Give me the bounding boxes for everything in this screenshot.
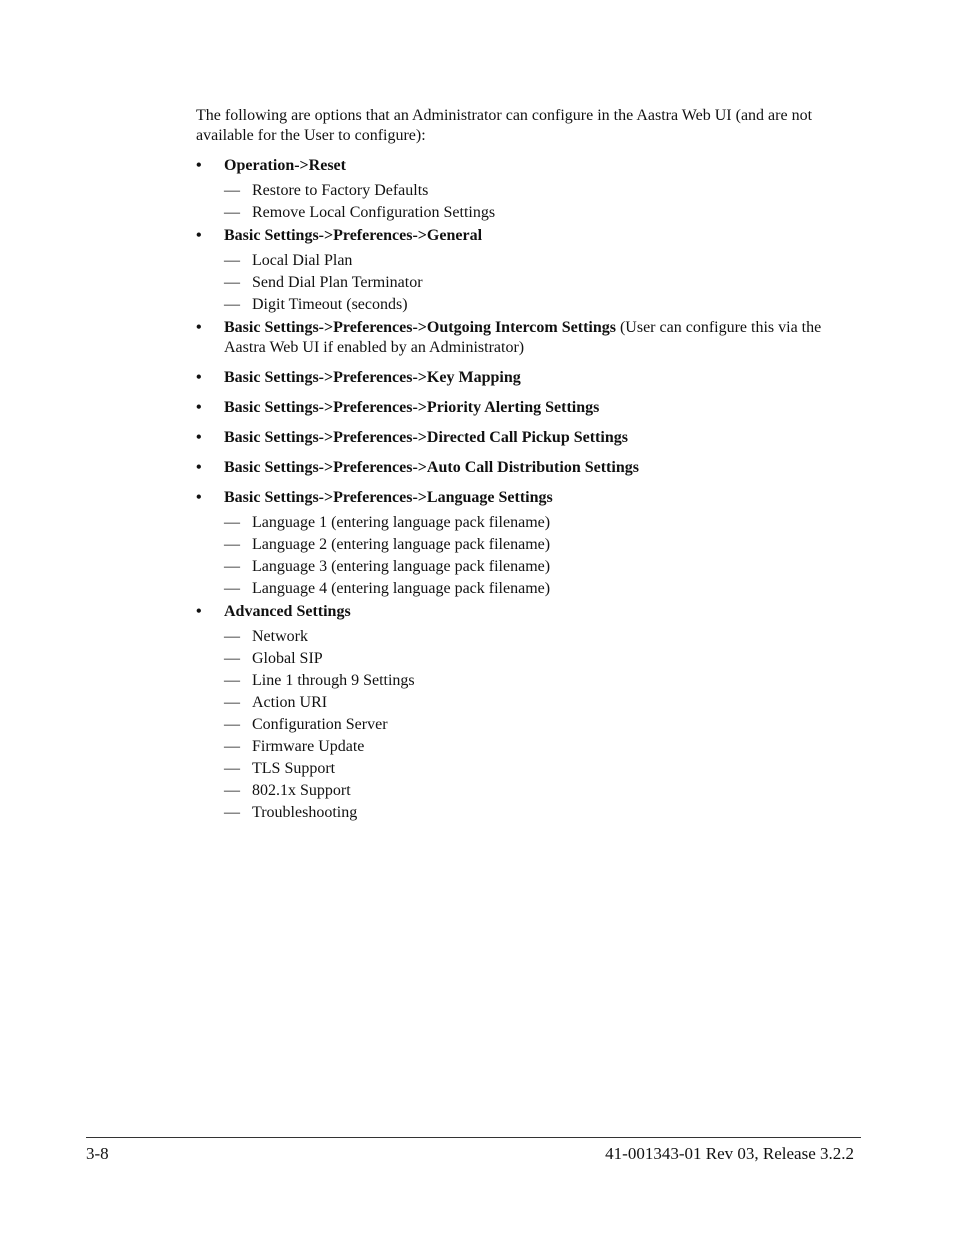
item-note: (User can configure this via the Aastra Web UI if enabled by an Administrator) bbox=[224, 319, 822, 356]
sub-item-label: Language 1 (entering language pack filename) bbox=[252, 514, 551, 531]
dash-icon: — bbox=[224, 694, 240, 711]
sub-list bbox=[224, 626, 861, 824]
dash-icon: — bbox=[224, 514, 240, 531]
sub-list-item bbox=[224, 758, 861, 780]
sub-item-label: Firmware Update bbox=[252, 738, 365, 755]
list-item bbox=[196, 156, 861, 224]
intro-paragraph: The following are options that an Administrator can configure in the Aastra Web UI (and are not available for the User to configure): bbox=[196, 107, 813, 144]
bullet-icon: • bbox=[196, 227, 202, 244]
bullet-icon: • bbox=[196, 429, 202, 446]
dash-icon: — bbox=[224, 580, 240, 597]
dash-icon: — bbox=[224, 628, 240, 645]
item-title: Operation->Reset bbox=[224, 157, 346, 174]
bullet-icon: • bbox=[196, 319, 202, 336]
sub-list-item bbox=[224, 578, 861, 600]
list-item bbox=[196, 368, 861, 388]
sub-item-label: Language 2 (entering language pack filename) bbox=[252, 536, 551, 553]
sub-item-label: Local Dial Plan bbox=[252, 252, 353, 269]
list-item bbox=[196, 226, 861, 316]
dash-icon: — bbox=[224, 252, 240, 269]
dash-icon: — bbox=[224, 182, 240, 199]
sub-item-label: Action URI bbox=[252, 694, 328, 711]
list-item bbox=[196, 488, 861, 600]
dash-icon: — bbox=[224, 672, 240, 689]
item-title: Basic Settings->Preferences->Auto Call Distribution Settings bbox=[224, 459, 639, 476]
sub-list-item bbox=[224, 626, 861, 648]
sub-item-label: TLS Support bbox=[252, 760, 336, 777]
bullet-icon: • bbox=[196, 157, 202, 174]
bullet-icon: • bbox=[196, 603, 202, 620]
item-title: Basic Settings->Preferences->General bbox=[224, 227, 483, 244]
footer-divider bbox=[86, 1137, 861, 1138]
sub-list-item bbox=[224, 556, 861, 578]
dash-icon: — bbox=[224, 804, 240, 821]
dash-icon: — bbox=[224, 650, 240, 667]
list-item bbox=[196, 428, 861, 448]
sub-item-label: Send Dial Plan Terminator bbox=[252, 274, 423, 291]
sub-list-item bbox=[224, 202, 861, 224]
sub-list bbox=[224, 250, 861, 316]
item-title: Basic Settings->Preferences->Outgoing Intercom Settings bbox=[224, 319, 616, 336]
bullet-icon: • bbox=[196, 459, 202, 476]
dash-icon: — bbox=[224, 738, 240, 755]
sub-list-item bbox=[224, 670, 861, 692]
sub-list-item bbox=[224, 512, 861, 534]
dash-icon: — bbox=[224, 760, 240, 777]
sub-item-label: Remove Local Configuration Settings bbox=[252, 204, 496, 221]
item-title: Advanced Settings bbox=[224, 603, 351, 620]
dash-icon: — bbox=[224, 204, 240, 221]
sub-item-label: Global SIP bbox=[252, 650, 323, 667]
bullet-icon: • bbox=[196, 489, 202, 506]
sub-item-label: Configuration Server bbox=[252, 716, 388, 733]
sub-item-label: Troubleshooting bbox=[252, 804, 358, 821]
page-number: 3-8 bbox=[86, 1144, 109, 1163]
bullet-icon: • bbox=[196, 399, 202, 416]
sub-list-item bbox=[224, 648, 861, 670]
item-title: Basic Settings->Preferences->Key Mapping bbox=[224, 369, 521, 386]
sub-item-label: 802.1x Support bbox=[252, 782, 351, 799]
sub-item-label: Network bbox=[252, 628, 308, 645]
sub-list-item bbox=[224, 534, 861, 556]
item-title: Basic Settings->Preferences->Priority Alerting Settings bbox=[224, 399, 600, 416]
sub-list-item bbox=[224, 780, 861, 802]
dash-icon: — bbox=[224, 782, 240, 799]
sub-list-item bbox=[224, 294, 861, 316]
dash-icon: — bbox=[224, 274, 240, 291]
sub-list-item bbox=[224, 272, 861, 294]
document-id: 41-001343-01 Rev 03, Release 3.2.2 bbox=[605, 1144, 854, 1163]
dash-icon: — bbox=[224, 296, 240, 313]
sub-list-item bbox=[224, 250, 861, 272]
sub-item-label: Digit Timeout (seconds) bbox=[252, 296, 408, 313]
dash-icon: — bbox=[224, 536, 240, 553]
sub-list-item bbox=[224, 714, 861, 736]
list-item bbox=[196, 458, 861, 478]
sub-list-item bbox=[224, 802, 861, 824]
sub-list-item bbox=[224, 180, 861, 202]
dash-icon: — bbox=[224, 716, 240, 733]
sub-list bbox=[224, 512, 861, 600]
list-item bbox=[196, 318, 861, 358]
list-item bbox=[196, 602, 861, 824]
sub-item-label: Language 3 (entering language pack filename) bbox=[252, 558, 551, 575]
dash-icon: — bbox=[224, 558, 240, 575]
item-title: Basic Settings->Preferences->Directed Call Pickup Settings bbox=[224, 429, 628, 446]
bullet-icon: • bbox=[196, 369, 202, 386]
sub-item-label: Line 1 through 9 Settings bbox=[252, 672, 415, 689]
sub-list-item bbox=[224, 692, 861, 714]
sub-item-label: Restore to Factory Defaults bbox=[252, 182, 429, 199]
sub-list-item bbox=[224, 736, 861, 758]
sub-list bbox=[224, 180, 861, 224]
list-item bbox=[196, 398, 861, 418]
sub-item-label: Language 4 (entering language pack filename) bbox=[252, 580, 551, 597]
admin-options-list bbox=[196, 156, 861, 826]
item-title: Basic Settings->Preferences->Language Settings bbox=[224, 489, 553, 506]
